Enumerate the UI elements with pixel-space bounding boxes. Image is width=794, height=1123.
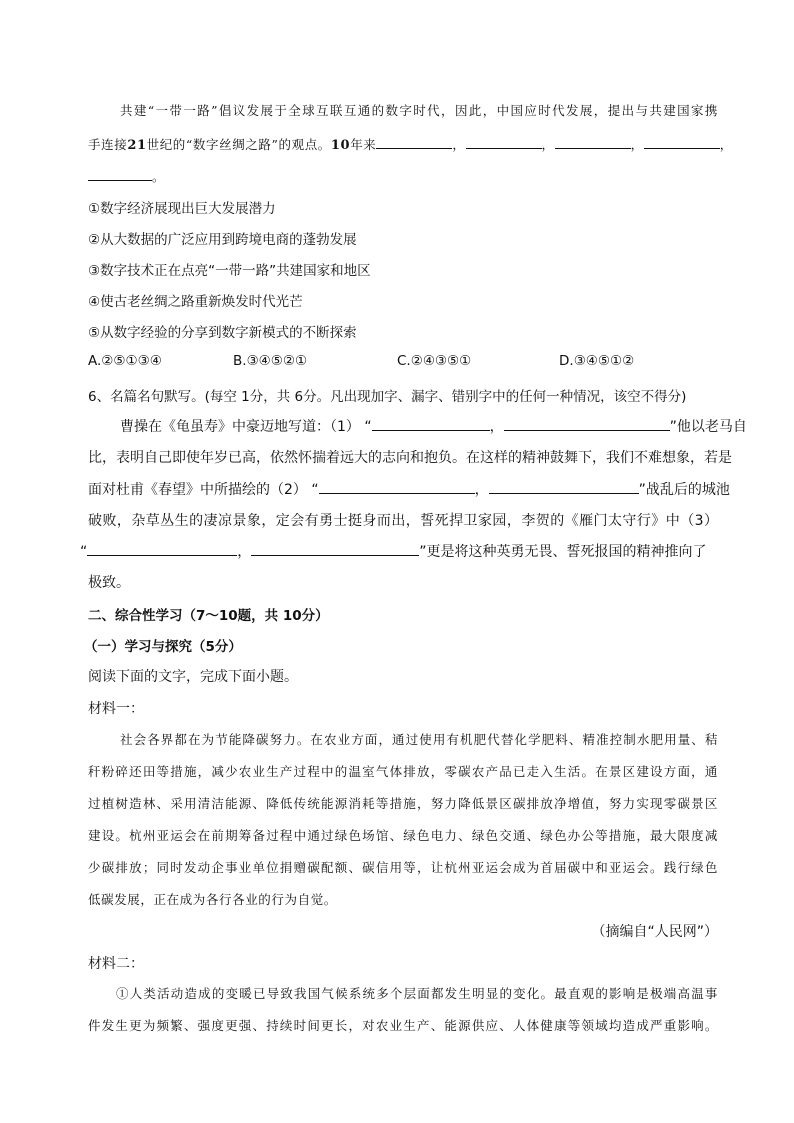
material-1-line: 过植树造林、采用清洁能源、降低传统能源消耗等措施，努力降低景区碳排放净增值，努力实现零碳景区 (88, 796, 718, 811)
q5-item: ④使古老丝绸之路重新焕发时代光芒 (88, 294, 303, 310)
material-1-label: 材料一： (88, 701, 144, 717)
instruction: 阅读下面的文字，完成下面小题。 (88, 669, 298, 685)
q6-line3: 面对杜甫《春望》中所描绘的（2） “ ， ”战乱后的城池 (88, 479, 718, 499)
option-d[interactable]: D.③④⑤①② (559, 353, 635, 369)
material-2-line: 件发生更为频繁、强度更强、持续时间更长，对农业生产、能源供应、人体健康等领域均造成严重影响。 (88, 1018, 718, 1033)
option-c[interactable]: C.②④③⑤① (397, 353, 472, 369)
q5-stem-line2: 手连接21世纪的“数字丝绸之路”的观点。10年来 ， ， ， ， (88, 134, 718, 153)
answer-blank[interactable] (251, 541, 419, 556)
option-b[interactable]: B.③④⑤②① (233, 353, 308, 369)
answer-blank[interactable] (555, 134, 631, 149)
material-1-line: 秆粉碎还田等措施，减少农业生产过程中的温室气体排放，零碳农产品已走入生活。在景区建设方面，通 (88, 764, 718, 779)
material-1-line: 建设。杭州亚运会在前期筹备过程中通过绿色场馆、绿色电力、绿色交通、绿色办公等措施，最大限度减 (88, 828, 718, 843)
answer-blank[interactable] (504, 416, 670, 431)
answer-blank[interactable] (644, 134, 720, 149)
subsection-title: （一）学习与探究（5分） (84, 639, 242, 655)
q5-item: ①数字经济展现出巨大发展潜力 (88, 201, 276, 217)
answer-blank[interactable] (489, 479, 639, 494)
q6-title: 6、名篇名句默写。(每空 1分，共 6分。凡出现加字、漏字、错别字中的任何一种情况，该空不得分) (88, 389, 687, 405)
material-2-label: 材料二： (88, 956, 144, 972)
option-a[interactable]: A.②⑤①③④ (88, 353, 162, 369)
answer-blank[interactable] (319, 479, 475, 494)
answer-blank[interactable] (466, 134, 542, 149)
q6-line1: 曹操在《龟虽寿》中豪迈地写道：（1） “ ， ”他以老马自 (120, 416, 718, 436)
q5-item: ③数字技术正在点亮“一带一路”共建国家和地区 (88, 263, 371, 279)
q6-line5: “ ， ”更是将这种英勇无畏、誓死报国的精神推向了 (80, 541, 718, 561)
answer-blank[interactable] (372, 416, 490, 431)
q6-line6: 极致。 (88, 575, 130, 591)
q5-stem-line1: 共建“一带一路”倡议发展于全球互联互通的数字时代，因此，中国应时代发展，提出与共建国家携 (120, 103, 718, 118)
material-1-line: 少碳排放；同时发动企事业单位捐赠碳配额、碳信用等，让杭州亚运会成为首届碳中和亚运会。践行绿色 (88, 860, 718, 875)
material-1-line: 社会各界都在为节能降碳努力。在农业方面，通过使用有机肥代替化学肥料、精准控制水肥用量、秸 (120, 732, 718, 747)
q5-item: ②从大数据的广泛应用到跨境电商的蓬勃发展 (88, 232, 357, 248)
q6-line2: 比，表明自己即使年岁已高，依然怀揣着远大的志向和抱负。在这样的精神鼓舞下，我们不难想象，若是 (88, 450, 732, 466)
q5-item: ⑤从数字经验的分享到数字新模式的不断探索 (88, 325, 357, 341)
answer-blank[interactable] (87, 541, 237, 556)
answer-blank[interactable] (376, 134, 452, 149)
material-1-line: 低碳发展，正在成为各行各业的行为自觉。 (88, 892, 337, 907)
answer-blank[interactable] (88, 166, 152, 181)
section-title: 二、综合性学习（7～10题，共 10分） (88, 608, 329, 624)
material-2-line: ①人类活动造成的变暖已导致我国气候系统多个层面都发生明显的变化。最直观的影响是极端高温事 (116, 986, 718, 1001)
material-1-source: （摘编自“人民网”） (591, 924, 718, 940)
q6-line4: 破败，杂草丛生的凄凉景象，定会有勇士挺身而出，誓死捍卫家园，李贺的《雁门太守行》中（3） (88, 513, 718, 529)
q5-stem-line3: 。 (88, 166, 718, 185)
